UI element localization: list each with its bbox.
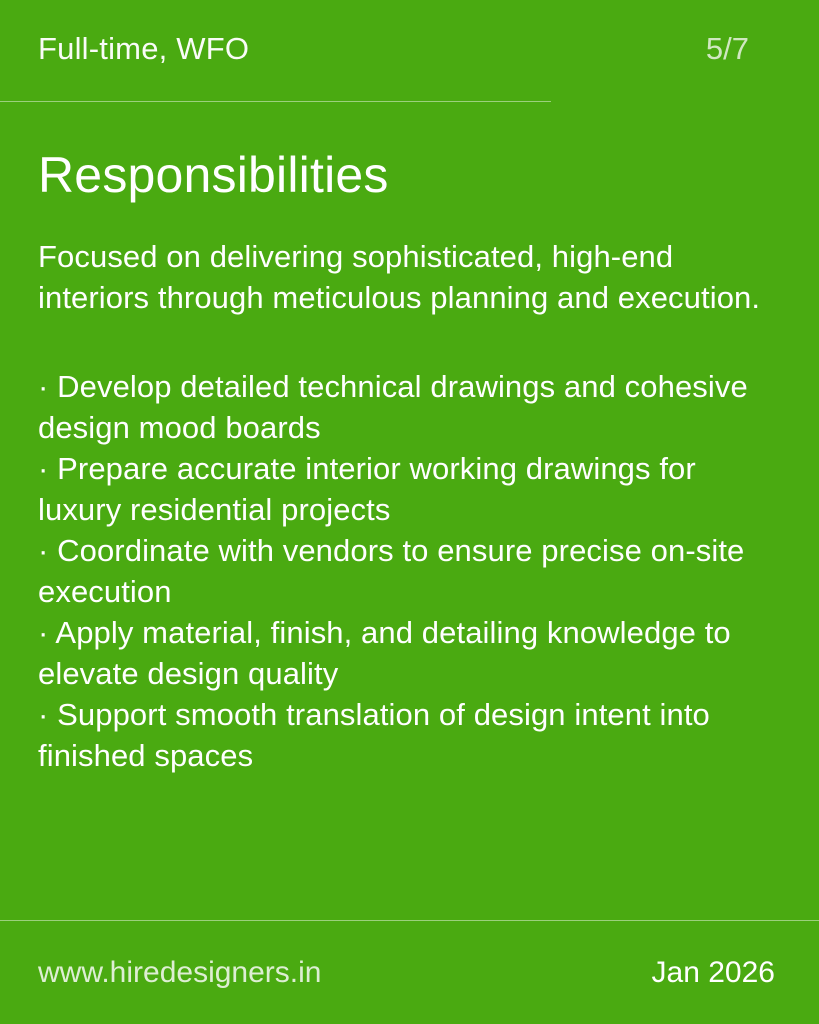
list-item: · Develop detailed technical drawings and cohesive design mood boards: [38, 369, 748, 445]
slide-header: [0, 0, 819, 74]
responsibility-list: [38, 366, 779, 776]
list-item: · Coordinate with vendors to ensure precise on-site execution: [38, 533, 745, 609]
page-title: Responsibilities: [38, 147, 389, 203]
header-divider: [0, 101, 551, 102]
list-item: · Support smooth translation of design intent into finished spaces: [38, 697, 710, 773]
list-item: · Apply material, finish, and detailing knowledge to elevate design quality: [38, 615, 731, 691]
intro-paragraph: Focused on delivering sophisticated, high-end interiors through meticulous planning and execution.: [38, 239, 761, 315]
page-indicator: 5/7: [705, 31, 749, 66]
header-job-type-label: Full-time, WFO: [38, 31, 250, 66]
footer-date: Jan 2026: [651, 955, 775, 989]
slide-footer: [0, 921, 819, 1024]
slide-body: [0, 74, 819, 1024]
footer-website: www.hiredesigners.in: [38, 955, 322, 989]
list-item: · Prepare accurate interior working drawings for luxury residential projects: [38, 451, 696, 527]
